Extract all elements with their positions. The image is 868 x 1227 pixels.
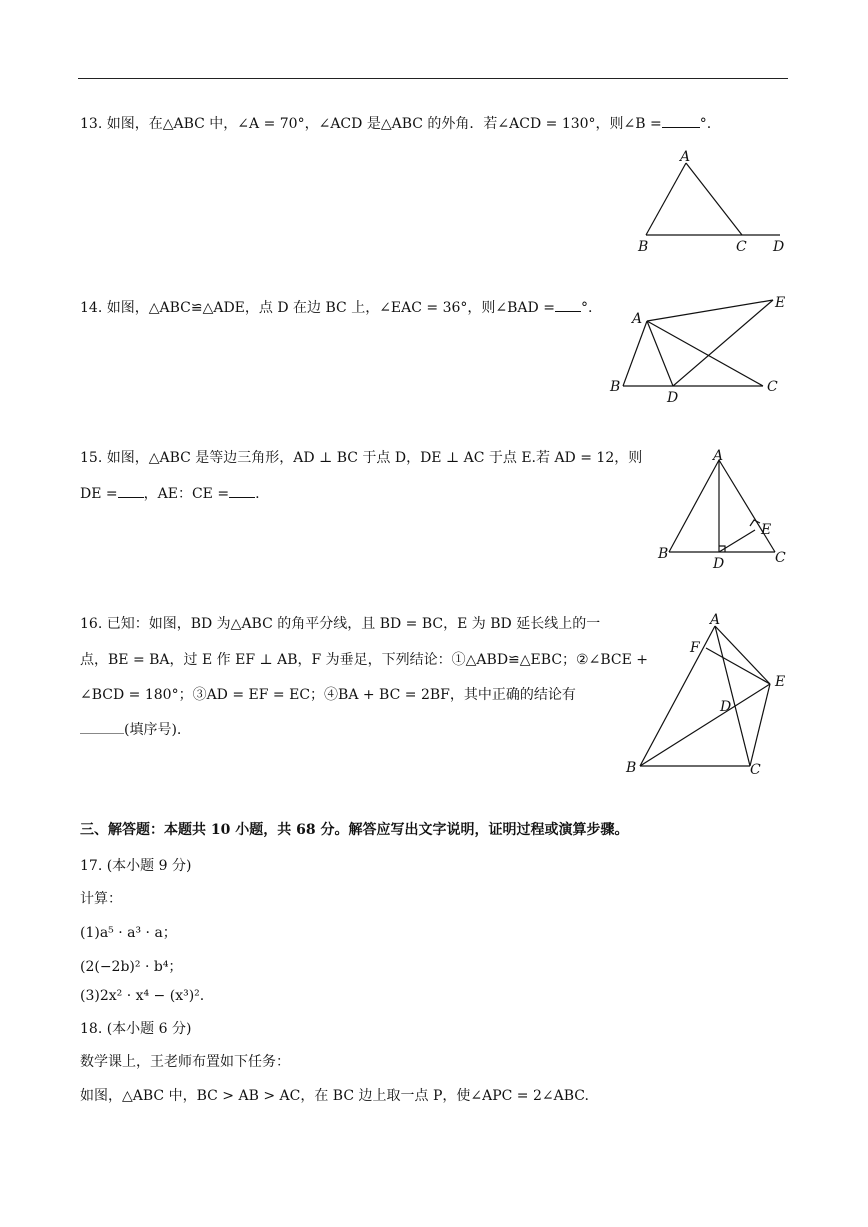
q14-answer-blank[interactable] bbox=[555, 297, 581, 312]
q17-title: 17. (本小题 9 分) bbox=[80, 858, 192, 874]
q15-label-e: E bbox=[761, 522, 772, 538]
q18-title: 18. (本小题 6 分) bbox=[80, 1021, 192, 1037]
q14-label-d: D bbox=[667, 390, 679, 405]
q14-label-b: B bbox=[610, 379, 621, 395]
q13-label-b: B bbox=[638, 239, 649, 255]
q17-part-1: (1)a⁵ · a³ · a； bbox=[80, 925, 177, 941]
q14-figure bbox=[605, 290, 795, 405]
q13-label-c: C bbox=[736, 239, 747, 255]
header-rule bbox=[78, 78, 788, 79]
q13-body: △ABC 中，∠A = 70°，∠ACD 是△ABC 的外角．若∠ACD = 130°，则∠B = bbox=[162, 116, 662, 132]
q15-de-blank[interactable] bbox=[118, 483, 144, 498]
q17-part-3: (3)2x² · x⁴ − (x³)². bbox=[80, 988, 205, 1004]
q13-label-d: D bbox=[773, 239, 785, 255]
q16-label-d: D bbox=[720, 699, 732, 715]
q15-label-d: D bbox=[713, 556, 725, 572]
q13-side-ac bbox=[686, 163, 742, 235]
q15-line2 bbox=[80, 483, 260, 504]
q14-label-a: A bbox=[632, 311, 643, 327]
q16-label-a: A bbox=[710, 612, 721, 628]
q15-figure bbox=[655, 448, 795, 573]
q16-answer-blank[interactable] bbox=[80, 719, 124, 734]
q15-ae-ce-label: ，AE：CE = bbox=[143, 486, 230, 502]
q15-label-c: C bbox=[775, 550, 786, 566]
q15-label-b: B bbox=[658, 546, 669, 562]
q16-label-f: F bbox=[690, 640, 700, 656]
q15-suffix: . bbox=[255, 486, 260, 502]
q14-text bbox=[80, 297, 592, 318]
q16-figure bbox=[620, 608, 800, 783]
q13-answer-blank[interactable] bbox=[662, 113, 700, 128]
q16-label-b: B bbox=[626, 760, 637, 776]
q16-line2: 点，BE = BA，过 E 作 EF ⊥ AB，F 为垂足，下列结论：①△ABD≌△EBC；②∠BCE + bbox=[80, 652, 648, 668]
q16-label-c: C bbox=[750, 762, 761, 778]
q16-line3: ∠BCD = 180°；③AD = EF = EC；④BA + BC = 2BF，其中正确的结论有 bbox=[80, 687, 576, 703]
q13-prefix: 13. 如图，在 bbox=[80, 116, 163, 132]
q16-line1: 16. 已知：如图，BD 为△ABC 的角平分线，且 BD = BC，E 为 BD 延长线上的一 bbox=[80, 616, 601, 632]
q13-side-ab bbox=[646, 163, 686, 235]
q13-label-a: A bbox=[680, 149, 691, 165]
q17-part-2: (2(−2b)² · b⁴； bbox=[80, 959, 183, 975]
q14-body: 14. 如图，△ABC≌△ADE，点 D 在边 BC 上，∠EAC = 36°，则∠BAD = bbox=[80, 300, 555, 316]
q17-instruction: 计算： bbox=[80, 891, 122, 907]
q15-line1: 15. 如图，△ABC 是等边三角形，AD ⊥ BC 于点 D，DE ⊥ AC 于点 E.若 AD = 12，则 bbox=[80, 450, 643, 466]
q13-text bbox=[80, 113, 711, 134]
q16-label-e: E bbox=[775, 674, 786, 690]
q14-label-c: C bbox=[767, 379, 778, 395]
section-3-heading: 三、解答题：本题共 10 小题，共 68 分。解答应写出文字说明，证明过程或演算步骤。 bbox=[80, 822, 629, 838]
q16-suffix: (填序号). bbox=[124, 722, 182, 738]
q13-figure bbox=[630, 145, 800, 260]
q15-label-a: A bbox=[713, 448, 724, 464]
q14-suffix: °. bbox=[580, 300, 593, 316]
q16-line4 bbox=[80, 719, 181, 740]
q13-suffix: °. bbox=[699, 116, 712, 132]
q15-de-label: DE = bbox=[80, 486, 118, 502]
q18-line2: 如图，△ABC 中，BC > AB > AC，在 BC 边上取一点 P，使∠APC = 2∠ABC. bbox=[80, 1088, 589, 1104]
q14-label-e: E bbox=[775, 295, 786, 311]
q15-ae-ce-blank[interactable] bbox=[229, 483, 255, 498]
q18-line1: 数学课上，王老师布置如下任务： bbox=[80, 1054, 290, 1070]
